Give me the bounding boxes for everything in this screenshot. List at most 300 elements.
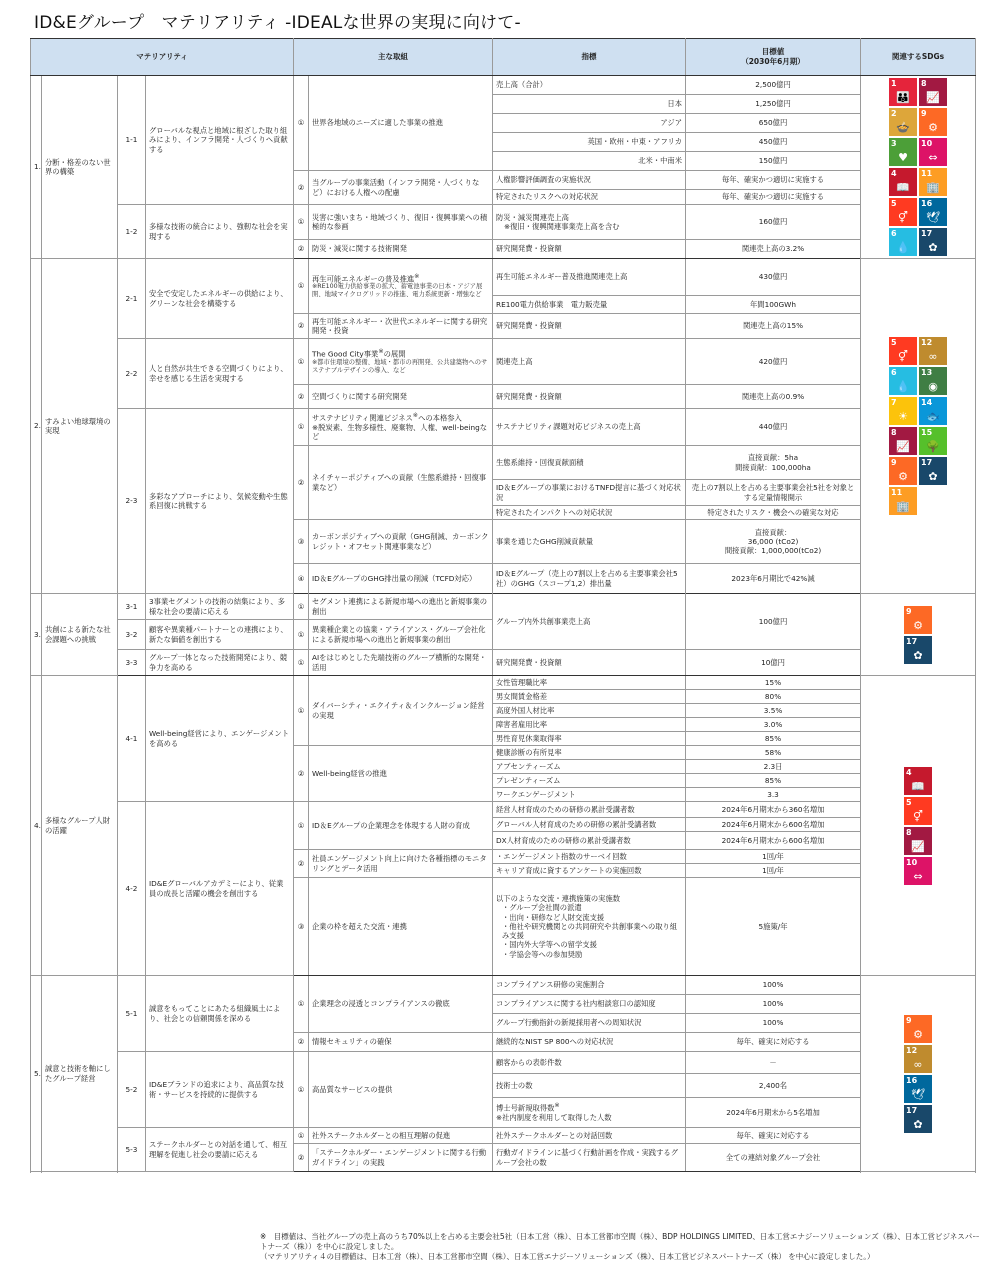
initiative-title-cont: の展開 <box>383 349 406 359</box>
initiative-text <box>309 339 493 385</box>
sub-description: 顧客や異業種パートナーとの連携により、新たな価値を創出する <box>146 620 294 650</box>
indicator-line: ・出向・研修など人財交流支援 <box>502 912 605 922</box>
target-cell: 毎年、確実に対応する <box>686 1033 861 1052</box>
indicator-cell: アジア <box>493 114 686 133</box>
section-number: 5. <box>31 976 42 1172</box>
sdg-6-icon <box>889 367 917 395</box>
sdg-number: 16 <box>906 1075 918 1085</box>
sdg-icons <box>861 976 976 1172</box>
target-cell: 100億円 <box>686 594 861 650</box>
indicator-cell: 社外ステークホルダーとの対話回数 <box>493 1128 686 1144</box>
section-number: 4. <box>31 676 42 976</box>
initiative-text: Well-being経営の推進 <box>309 746 493 802</box>
sdg-glyph: ⚙ <box>913 618 923 632</box>
initiative-number: ③ <box>294 878 309 976</box>
sdg-glyph: 🕊 <box>926 211 940 224</box>
footnote-mark: ※ <box>554 1102 560 1110</box>
indicator-cell: ・エンゲージメント指数のサーベイ回数 <box>493 850 686 864</box>
section-name: すみよい地球環境の実現 <box>42 259 118 594</box>
indicator-line: ・学協会等への参加奨励 <box>502 949 583 959</box>
indicator-cell: 健康診断の有所見率 <box>493 746 686 760</box>
initiative-note: ※RE100電力供給事業の拡大、蓄電池事業の日本・アジア展開、地域マイクログリッドの推進、電力系統更新・増強など <box>312 283 483 299</box>
sub-code: 5-1 <box>118 976 146 1052</box>
header-materiality: マテリアリティ <box>31 39 294 76</box>
initiative-number: ④ <box>294 564 309 594</box>
sdg-glyph: 🕊 <box>911 1087 925 1101</box>
sub-code: 2-2 <box>118 339 146 409</box>
sdg-17-icon <box>904 636 932 664</box>
target-cell: 85% <box>686 774 861 788</box>
sdg-number: 9 <box>891 458 897 467</box>
footnote-mark: ※ <box>412 412 419 420</box>
sdg-glyph: ♥ <box>898 151 908 164</box>
target-cell: 2024年6月期末から5名増加 <box>686 1098 861 1128</box>
indicator-cell <box>493 205 686 240</box>
initiative-text: ダイバーシティ・エクイティ＆インクルージョン経営の実現 <box>309 676 493 746</box>
sdg-11-icon <box>889 487 917 515</box>
target-line: 間接貢献：100,000ha <box>735 462 811 472</box>
sdg-glyph: 💧 <box>896 380 910 393</box>
sdg-number: 8 <box>906 827 912 837</box>
sdg-number: 12 <box>906 1045 918 1055</box>
sdg-glyph: ⇔ <box>913 869 923 883</box>
initiative-text: 防災・減災に関する技術開発 <box>309 240 493 259</box>
sub-description: 人と自然が共生できる空間づくりにより、幸せを感じる生活を実現する <box>146 339 294 409</box>
initiative-text: 企業理念の浸透とコンプライアンスの徹底 <box>309 976 493 1033</box>
initiative-text: 社外ステークホルダーとの相互理解の促進 <box>309 1128 493 1144</box>
sdg-glyph: 📈 <box>926 91 940 104</box>
header-sdgs: 関連するSDGs <box>861 39 976 76</box>
sdg-number: 8 <box>891 428 897 437</box>
sub-code: 4-2 <box>118 802 146 976</box>
initiative-text: 異業種企業との協業・アライアンス・グループ会社化による新規市場への進出と新規事業の創出 <box>309 620 493 650</box>
sdg-number: 11 <box>921 169 933 178</box>
initiative-number: ① <box>294 205 309 240</box>
initiative-text: 空間づくりに関する研究開発 <box>309 385 493 409</box>
sub-code: 4-1 <box>118 676 146 802</box>
sdg-17-icon <box>904 1105 932 1133</box>
sdg-number: 2 <box>891 109 897 118</box>
target-cell: 2023年6月期比で42%減 <box>686 564 861 594</box>
target-cell: 年間100GWh <box>686 296 861 314</box>
indicator-cell: 北米・中南米 <box>493 152 686 171</box>
target-cell: 430億円 <box>686 259 861 296</box>
page-title: ID&Eグループ マテリアリティ -IDEALな世界の実現に向けて- <box>34 13 521 33</box>
target-cell: 2,400名 <box>686 1074 861 1098</box>
sdg-number: 5 <box>891 199 897 208</box>
indicator-cell: 関連売上高 <box>493 339 686 385</box>
section-name: 多様なグループ人財の活躍 <box>42 676 118 976</box>
sdg-number: 6 <box>891 229 897 238</box>
sdg-6-icon <box>889 228 917 256</box>
sdg-glyph: ⚥ <box>898 350 908 363</box>
initiative-number: ① <box>294 339 309 385</box>
initiative-number: ① <box>294 1128 309 1144</box>
indicator-cell: ID＆Eグループの事業におけるTNFD提言に基づく対応状況 <box>493 480 686 506</box>
target-cell: 160億円 <box>686 205 861 240</box>
sdg-glyph: 👪 <box>896 91 910 104</box>
sdg-glyph: ◉ <box>928 380 938 393</box>
target-cell <box>686 446 861 480</box>
target-cell: 2024年6月期末から600名増加 <box>686 818 861 832</box>
footnote-line: ※ 目標値は、当社グループの売上高のうち70%以上を占める主要会社5社（日本工営（株）、日本工営都市空間（株）、BDP HOLDINGS LIMITED、日本工営エナジーソリューションズ（株）、日本工営ビジネスパートナーズ（株））を中心に設定しました。 <box>260 1232 980 1252</box>
sub-description: ステークホルダーとの対話を通して、相互理解を促進し社会の要請に応える <box>146 1128 294 1172</box>
sdg-number: 10 <box>921 139 933 148</box>
sub-description: 安全で安定したエネルギーの供給により、グリーンな社会を構築する <box>146 259 294 339</box>
target-cell: 2.3日 <box>686 760 861 774</box>
materiality-table-wrapper <box>30 38 975 1172</box>
indicator-cell: グローバル人材育成のための研修の累計受講者数 <box>493 818 686 832</box>
target-cell: 関連売上高の15% <box>686 314 861 339</box>
target-cell: 全ての連結対象グループ会社 <box>686 1144 861 1172</box>
indicator-cell: 研究開発費・投資額 <box>493 240 686 259</box>
target-cell: 1回/年 <box>686 850 861 864</box>
target-line: 直接貢献： <box>754 527 792 537</box>
initiative-number: ① <box>294 650 309 676</box>
target-cell: 100% <box>686 1014 861 1033</box>
indicator-cell: 人権影響評価調査の実施状況 <box>493 171 686 190</box>
indicator-cell: ID＆Eグループ（売上の7割以上を占める主要事業会社5社）のGHG（スコープ1,2）排出量 <box>493 564 686 594</box>
sub-description: ID&Eグローバルアカデミーにより、従業員の成長と活躍の機会を創出する <box>146 802 294 976</box>
initiative-text <box>309 409 493 446</box>
sdg-glyph: ⚥ <box>898 211 908 224</box>
indicator-cell: 特定されたリスクへの対応状況 <box>493 190 686 205</box>
sdg-10-icon <box>904 857 932 885</box>
header-target: 目標値 （2030年6月期） <box>686 39 861 76</box>
footnote-line: （マテリアリティ４の目標値は、日本工営（株）、日本工営都市空間（株）、日本工営エナジーソリューションズ（株）、日本工営ビジネスパートナーズ（株） を中心に設定しました。） <box>260 1252 875 1262</box>
sdg-number: 9 <box>906 606 912 616</box>
target-cell: 80% <box>686 690 861 704</box>
indicator-cell: グループ内外共創事業売上高 <box>493 594 686 650</box>
sdg-glyph: ∞ <box>928 350 938 363</box>
indicator-cell: 特定されたインパクトへの対応状況 <box>493 506 686 520</box>
sdg-13-icon <box>919 367 947 395</box>
sdg-glyph: 💧 <box>896 241 910 254</box>
sdg-16-icon <box>919 198 947 226</box>
indicator-cell: 研究開発費・投資額 <box>493 314 686 339</box>
header-initiative: 主な取組 <box>294 39 493 76</box>
sub-description: Well-being経営により、エンゲージメントを高める <box>146 676 294 802</box>
target-cell: 15% <box>686 676 861 690</box>
sdg-glyph: ⚥ <box>913 809 923 823</box>
initiative-number: ② <box>294 240 309 259</box>
indicator-cell: 英国・欧州・中東・アフリカ <box>493 133 686 152</box>
target-cell: 5施策/年 <box>686 878 861 976</box>
indicator-cell: 女性管理職比率 <box>493 676 686 690</box>
initiative-note: ※都市住環境の整備、地域・都市の再開発、公共建築物へのサステナブルデザインの導入、など <box>312 358 488 374</box>
sub-description: ID&Eブランドの追求により、高品質な技術・サービスを持続的に提供する <box>146 1052 294 1128</box>
section-number: 3. <box>31 594 42 676</box>
sub-description: 多彩なアプローチにより、気候変動や生態系回復に挑戦する <box>146 409 294 594</box>
sdg-glyph: ✿ <box>928 470 938 483</box>
footnote-mark: ※ <box>414 272 420 280</box>
indicator-cell: 顧客からの表彰件数 <box>493 1052 686 1074</box>
initiative-text: カーボンポジティブへの貢献（GHG削減、カーボンクレジット・オフセット関連事業など） <box>309 520 493 564</box>
sdg-9-icon <box>919 108 947 136</box>
target-cell: 関連売上高の0.9% <box>686 385 861 409</box>
section-name: 共創による新たな社会課題への挑戦 <box>42 594 118 676</box>
indicator-cell: RE100電力供給事業 電力販売量 <box>493 296 686 314</box>
indicator-cell: 行動ガイドラインに基づく行動計画を作成・実践するグループ会社の数 <box>493 1144 686 1172</box>
sdg-5-icon <box>904 797 932 825</box>
sdg-glyph: 📈 <box>896 440 910 453</box>
sdg-8-icon <box>904 827 932 855</box>
sub-description: 多様な技術の統合により、強靭な社会を実現する <box>146 205 294 259</box>
target-cell: 650億円 <box>686 114 861 133</box>
initiative-text: ID＆Eグループの企業理念を体現する人財の育成 <box>309 802 493 850</box>
section-name: 分断・格差のない世界の構築 <box>42 76 118 259</box>
sdg-9-icon <box>904 1015 932 1043</box>
initiative-number: ② <box>294 446 309 520</box>
sub-description: グローバルな視点と地域に根ざした取り組みにより、インフラ開発・人づくりへ貢献する <box>146 76 294 205</box>
sdg-2-icon <box>889 108 917 136</box>
target-cell: 関連売上高の3.2% <box>686 240 861 259</box>
indicator-cell: 経営人材育成のための研修の累計受講者数 <box>493 802 686 818</box>
initiative-text: 情報セキュリティの確保 <box>309 1033 493 1052</box>
sdg-glyph: ⚙ <box>898 470 908 483</box>
sdg-8-icon <box>889 427 917 455</box>
indicator-cell: キャリア育成に資するアンケートの実施回数 <box>493 864 686 878</box>
target-cell: － <box>686 1052 861 1074</box>
initiative-text: 災害に強いまち・地域づくり、復旧・復興事業への積極的な参画 <box>309 205 493 240</box>
sdg-glyph: 🏢 <box>896 500 910 513</box>
initiative-number: ③ <box>294 520 309 564</box>
target-cell: 420億円 <box>686 339 861 385</box>
sdg-number: 14 <box>921 398 933 407</box>
indicator-cell <box>493 878 686 976</box>
target-cell: 150億円 <box>686 152 861 171</box>
sub-code: 2-3 <box>118 409 146 594</box>
sdg-number: 8 <box>921 79 927 88</box>
initiative-number: ① <box>294 676 309 746</box>
initiative-title: The Good City事業 <box>312 349 379 359</box>
initiative-title-cont: への本格参入 <box>418 413 462 423</box>
section-number: 2. <box>31 259 42 594</box>
sdg-number: 17 <box>906 636 918 646</box>
sub-description: 3事業セグメントの技術の結集により、多様な社会の要請に応える <box>146 594 294 620</box>
initiative-number: ② <box>294 746 309 802</box>
initiative-number: ① <box>294 802 309 850</box>
target-cell: 1回/年 <box>686 864 861 878</box>
sdg-5-icon <box>889 198 917 226</box>
indicator-cell: 研究開発費・投資額 <box>493 385 686 409</box>
sdg-glyph: 📈 <box>911 839 925 853</box>
indicator-note: ※社内制度を利用して取得した人数 <box>496 1113 612 1123</box>
sub-description: グループ一体となった技術開発により、競争力を高める <box>146 650 294 676</box>
sdg-4-icon <box>904 767 932 795</box>
sdg-number: 9 <box>921 109 927 118</box>
sdg-15-icon <box>919 427 947 455</box>
initiative-title: サステナビリティ関連ビジネス <box>312 413 413 423</box>
sdg-8-icon <box>919 78 947 106</box>
indicator-cell: 男性育児休業取得率 <box>493 732 686 746</box>
sub-code: 3-1 <box>118 594 146 620</box>
indicator-note: ※復旧・復興関連事業売上高を含む <box>504 222 620 231</box>
indicator-line: ・他社や研究機関との共同研究や共創事業への取り組み支援 <box>502 921 678 941</box>
target-cell: 3.3 <box>686 788 861 802</box>
initiative-number: ② <box>294 1033 309 1052</box>
indicator-cell: アブセンティーズム <box>493 760 686 774</box>
initiative-text: 「ステークホルダー・エンゲージメントに関する行動ガイドライン」の実践 <box>309 1144 493 1172</box>
sdg-number: 7 <box>891 398 897 407</box>
initiative-text: 企業の枠を超えた交流・連携 <box>309 878 493 976</box>
sdg-glyph: 🌳 <box>926 440 940 453</box>
sdg-16-icon <box>904 1075 932 1103</box>
initiative-number: ① <box>294 409 309 446</box>
indicator-cell: 継続的なNIST SP 800への対応状況 <box>493 1033 686 1052</box>
target-cell: 58% <box>686 746 861 760</box>
sdg-1-icon <box>889 78 917 106</box>
sub-code: 5-2 <box>118 1052 146 1128</box>
sub-code: 3-2 <box>118 620 146 650</box>
indicator-cell: 技術士の数 <box>493 1074 686 1098</box>
sdg-4-icon <box>889 168 917 196</box>
target-cell: 440億円 <box>686 409 861 446</box>
indicator-cell: コンプライアンスに関する社内相談窓口の認知度 <box>493 995 686 1014</box>
target-cell: 毎年、確実かつ適切に実施する <box>686 171 861 190</box>
sdg-number: 9 <box>906 1015 912 1025</box>
sdg-12-icon <box>919 337 947 365</box>
section-name: 誠意と技術を軸にしたグループ経営 <box>42 976 118 1172</box>
target-cell: 1,250億円 <box>686 95 861 114</box>
indicator-cell: DX人材育成のための研修の累計受講者数 <box>493 832 686 850</box>
indicator-cell: 再生可能エネルギー普及推進関連売上高 <box>493 259 686 296</box>
indicator-cell: 高度外国人材比率 <box>493 704 686 718</box>
indicator-cell <box>493 1098 686 1128</box>
target-cell: 3.0% <box>686 718 861 732</box>
sdg-glyph: ⚙ <box>913 1027 923 1041</box>
sdg-number: 15 <box>921 428 933 437</box>
target-cell: 85% <box>686 732 861 746</box>
sub-code: 3-3 <box>118 650 146 676</box>
indicator-cell: 売上高（合計） <box>493 76 686 95</box>
sdg-17-icon <box>919 457 947 485</box>
initiative-number: ② <box>294 314 309 339</box>
sdg-number: 4 <box>891 169 897 178</box>
initiative-number: ② <box>294 171 309 205</box>
initiative-title: 再生可能エネルギーの普及推進 <box>312 274 415 283</box>
indicator-cell: グループ行動指針の新規採用者への周知状況 <box>493 1014 686 1033</box>
indicator-cell: サステナビリティ課題対応ビジネスの売上高 <box>493 409 686 446</box>
indicator-cell: プレゼンティーズム <box>493 774 686 788</box>
sdg-glyph: ✿ <box>913 1117 923 1131</box>
sdg-number: 1 <box>891 79 897 88</box>
indicator-line: ・グループ会社間の派遣 <box>502 903 582 913</box>
sdg-9-icon <box>889 457 917 485</box>
target-cell: 2024年6月期末から600名増加 <box>686 832 861 850</box>
initiative-number: ② <box>294 385 309 409</box>
sdg-glyph: 🍲 <box>896 121 910 134</box>
initiative-number: ① <box>294 594 309 620</box>
sdg-glyph: 📖 <box>911 779 925 793</box>
sdg-number: 6 <box>891 368 897 377</box>
initiative-text: 高品質なサービスの提供 <box>309 1052 493 1128</box>
sdg-glyph: ✿ <box>913 648 923 662</box>
target-cell: 450億円 <box>686 133 861 152</box>
initiative-text <box>309 259 493 314</box>
initiative-text: 当グループの事業活動（インフラ開発・人づくりなど）における人権への配慮 <box>309 171 493 205</box>
target-line: 36,000 (tCo2) <box>747 536 799 546</box>
sub-code: 5-3 <box>118 1128 146 1172</box>
sdg-17-icon <box>919 228 947 256</box>
header-indicator: 指標 <box>493 39 686 76</box>
sdg-glyph: ⚙ <box>928 121 938 134</box>
indicator-cell: 障害者雇用比率 <box>493 718 686 732</box>
section-number: 1. <box>31 76 42 259</box>
target-line: 間接貢献：1,000,000(tCo2) <box>724 546 822 556</box>
indicator-cell: コンプライアンス研修の実施割合 <box>493 976 686 995</box>
target-cell: 毎年、確実かつ適切に実施する <box>686 190 861 205</box>
sdg-5-icon <box>889 337 917 365</box>
sdg-number: 3 <box>891 139 897 148</box>
sdg-10-icon <box>919 138 947 166</box>
initiative-text: AIをはじめとした先端技術のグループ横断的な開発・活用 <box>309 650 493 676</box>
sub-description: 誠意をもってことにあたる組織風土により、社会との信頼関係を深める <box>146 976 294 1052</box>
target-cell: 特定されたリスク・機会への確実な対応 <box>686 506 861 520</box>
sdg-icons <box>861 76 976 259</box>
indicator-line: 防災・減災関連売上高 <box>496 212 569 222</box>
initiative-text: 社員エンゲージメント向上に向けた各種指標のモニタリングとデータ活用 <box>309 850 493 878</box>
initiative-number: ① <box>294 620 309 650</box>
indicator-cell: 日本 <box>493 95 686 114</box>
sdg-7-icon <box>889 397 917 425</box>
indicator-cell: 生態系維持・回復貢献面積 <box>493 446 686 480</box>
initiative-text: 再生可能エネルギー・次世代エネルギーに関する研究開発・投資 <box>309 314 493 339</box>
sdg-number: 13 <box>921 368 933 377</box>
target-cell <box>686 520 861 564</box>
sdg-glyph: ✿ <box>928 241 938 254</box>
indicator-line: 以下のような交流・連携施策の実施数 <box>496 893 621 903</box>
initiative-number: ① <box>294 1052 309 1128</box>
indicator-cell: 事業を通じたGHG削減貢献量 <box>493 520 686 564</box>
sub-code: 2-1 <box>118 259 146 339</box>
sdg-14-icon <box>919 397 947 425</box>
materiality-table <box>30 38 976 1172</box>
footnote-mark: ※ <box>378 348 384 356</box>
target-cell: 3.5% <box>686 704 861 718</box>
initiative-text: セグメント連携による新規市場への進出と新規事業の創出 <box>309 594 493 620</box>
target-cell: 2,500億円 <box>686 76 861 95</box>
indicator-cell: 男女間賃金格差 <box>493 690 686 704</box>
initiative-text: 世界各地域のニーズに適した事業の推進 <box>309 76 493 171</box>
target-cell: 100% <box>686 995 861 1014</box>
target-line: 直接貢献：5ha <box>747 453 799 463</box>
sdg-number: 16 <box>921 199 933 208</box>
sdg-number: 17 <box>921 229 933 238</box>
initiative-number: ① <box>294 76 309 171</box>
initiative-text: ID＆EグループのGHG排出量の削減（TCFD対応） <box>309 564 493 594</box>
sdg-glyph: 📖 <box>896 181 910 194</box>
indicator-cell: ワークエンゲージメント <box>493 788 686 802</box>
indicator-line: ・国内外大学等への留学支援 <box>502 940 597 950</box>
sdg-11-icon <box>919 168 947 196</box>
sdg-icons <box>861 259 976 594</box>
sdg-glyph: ⇔ <box>928 151 938 164</box>
sdg-glyph: 🏢 <box>926 181 940 194</box>
sdg-3-icon <box>889 138 917 166</box>
sdg-icons <box>861 594 976 676</box>
sdg-number: 12 <box>921 338 933 347</box>
footnote <box>260 1232 980 1262</box>
target-cell: 毎年、確実に対応する <box>686 1128 861 1144</box>
target-cell: 10億円 <box>686 650 861 676</box>
sdg-number: 17 <box>921 458 933 467</box>
sdg-glyph: ∞ <box>913 1057 923 1071</box>
initiative-number: ② <box>294 1144 309 1172</box>
initiative-text: ネイチャーポジティブへの貢献（生態系維持・回復事業など） <box>309 446 493 520</box>
sdg-number: 10 <box>906 857 918 867</box>
initiative-note: ※脱炭素、生物多様性、廃棄物、人権、well-beingなど <box>312 423 488 442</box>
